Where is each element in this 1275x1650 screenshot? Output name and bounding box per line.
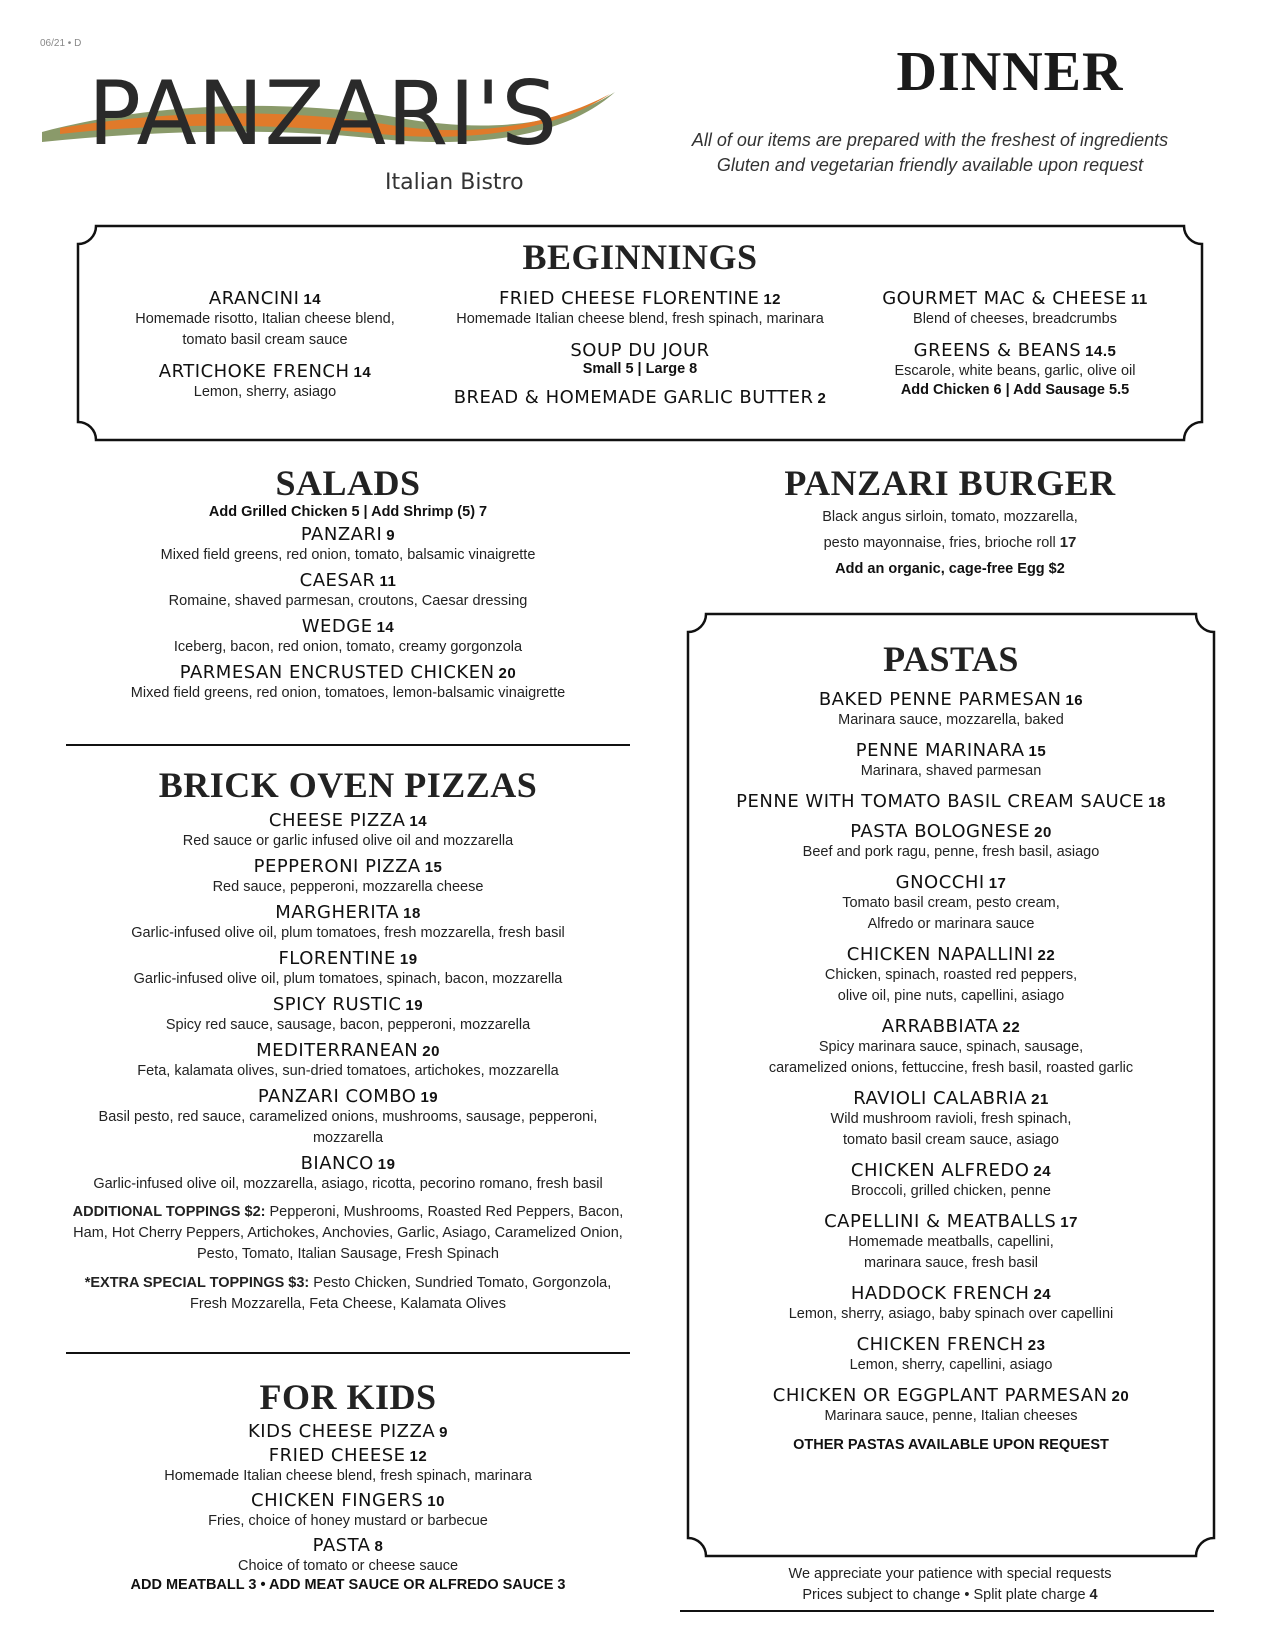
menu-item-name: CHICKEN FINGERS 10 — [251, 1490, 445, 1511]
menu-item — [690, 1211, 1212, 1274]
menu-item — [690, 944, 1212, 1007]
page-title: DINNER — [896, 41, 1124, 103]
menu-item-name: CHICKEN NAPALLINI 22 — [846, 944, 1056, 965]
menu-item-name: KIDS CHEESE PIZZA 9 — [248, 1421, 448, 1442]
menu-item — [66, 902, 630, 944]
menu-item-name: GREENS & BEANS 14.5 — [913, 340, 1117, 361]
kids-addon: ADD MEATBALL 3 • ADD MEAT SAUCE OR ALFREDO SAUCE 3 — [130, 1577, 566, 1593]
menu-item — [66, 1535, 630, 1577]
menu-item — [66, 810, 630, 852]
menu-item-name: CHICKEN FRENCH 23 — [856, 1334, 1046, 1355]
menu-item — [66, 994, 630, 1036]
menu-item-name: MEDITERRANEAN 20 — [256, 1040, 440, 1061]
menu-item — [690, 1088, 1212, 1151]
menu-item-name: SOUP DU JOUR — [570, 340, 710, 361]
menu-item-name: GOURMET MAC & CHEESE 11 — [882, 288, 1148, 309]
menu-item-desc: Garlic-infused olive oil, plum tomatoes, spinach, bacon, mozzarella — [133, 971, 563, 987]
menu-item-desc: Escarole, white beans, garlic, olive oil — [894, 363, 1136, 379]
divider — [66, 1352, 630, 1354]
menu-item — [66, 1040, 630, 1082]
beginnings-col-2 — [430, 288, 850, 408]
logo-wordmark: PANZARI'S — [88, 62, 559, 165]
menu-item-desc: tomato basil cream sauce — [182, 332, 348, 348]
burger-addon: Add an organic, cage-free Egg $2 — [835, 561, 1065, 577]
divider — [66, 744, 630, 746]
menu-item-desc: Broccoli, grilled chicken, penne — [851, 1183, 1051, 1199]
beginnings-title: BEGINNINGS — [522, 237, 758, 277]
menu-item-desc: Blend of cheeses, breadcrumbs — [913, 311, 1117, 327]
menu-item-desc: caramelized onions, fettuccine, fresh basil, roasted garlic — [768, 1060, 1134, 1076]
menu-item-desc: Lemon, sherry, capellini, asiago — [849, 1357, 1053, 1373]
menu-item-desc: Red sauce or garlic infused olive oil and mozzarella — [182, 833, 514, 849]
pizzas-title: BRICK OVEN PIZZAS — [158, 765, 538, 805]
menu-item-name: CAESAR 11 — [299, 570, 397, 591]
menu-item — [66, 524, 630, 566]
menu-item — [690, 872, 1212, 935]
salads-list — [66, 524, 630, 704]
menu-item-name: PANZARI 9 — [300, 524, 396, 545]
menu-item-desc: Beef and pork ragu, penne, fresh basil, asiago — [802, 844, 1100, 860]
menu-item-name: PENNE WITH TOMATO BASIL CREAM SAUCE 18 — [736, 791, 1166, 812]
menu-item-name: WEDGE 14 — [301, 616, 395, 637]
menu-item-name: PASTA 8 — [312, 1535, 384, 1556]
menu-item — [66, 616, 630, 658]
kids-title: FOR KIDS — [259, 1377, 437, 1417]
burger-desc: Black angus sirloin, tomato, mozzarella, — [822, 509, 1078, 525]
menu-item — [66, 1445, 630, 1487]
menu-item-name: CHICKEN OR EGGPLANT PARMESAN 20 — [772, 1385, 1130, 1406]
salads-title: SALADS — [275, 463, 421, 503]
menu-item-desc: Red sauce, pepperoni, mozzarella cheese — [212, 879, 484, 895]
menu-item-desc: Spicy marinara sauce, spinach, sausage, — [818, 1039, 1084, 1055]
footer — [680, 1564, 1220, 1606]
menu-item-desc: Homemade Italian cheese blend, fresh spinach, marinara — [456, 311, 824, 327]
pastas-list — [690, 689, 1212, 1427]
menu-item-name: CAPELLINI & MEATBALLS 17 — [824, 1211, 1078, 1232]
special-toppings-line: Fresh Mozzarella, Feta Cheese, Kalamata Olives — [190, 1296, 506, 1312]
menu-item — [66, 662, 630, 704]
burger-section — [690, 462, 1210, 582]
special-toppings: *EXTRA SPECIAL TOPPINGS $3: Pesto Chicken, Sundried Tomato, Gorgonzola, — [84, 1275, 612, 1291]
menu-item-desc: Iceberg, bacon, red onion, tomato, creamy gorgonzola — [173, 639, 523, 655]
menu-item — [690, 1334, 1212, 1376]
footer-line: We appreciate your patience with special requests — [788, 1566, 1112, 1582]
menu-item — [690, 740, 1212, 782]
menu-item-name: PENNE MARINARA 15 — [855, 740, 1047, 761]
menu-item-desc: Mixed field greens, red onion, tomatoes, lemon-balsamic vinaigrette — [130, 685, 566, 701]
beginnings-col-3 — [850, 288, 1180, 398]
menu-item — [690, 1160, 1212, 1202]
burger-desc: pesto mayonnaise, fries, brioche roll 17 — [823, 534, 1077, 551]
menu-item-desc: Homemade risotto, Italian cheese blend, — [135, 311, 395, 327]
kids-list — [66, 1421, 630, 1577]
menu-item-name: CHICKEN ALFREDO 24 — [850, 1160, 1052, 1181]
pizzas-section — [66, 764, 630, 1315]
menu-item-name: PARMESAN ENCRUSTED CHICKEN 20 — [179, 662, 517, 683]
menu-item-name: BREAD & HOMEMADE GARLIC BUTTER 2 — [453, 387, 827, 408]
menu-item-desc: Basil pesto, red sauce, caramelized onions, mushrooms, sausage, pepperoni, mozzarella — [98, 1109, 598, 1146]
menu-item-desc: Romaine, shaved parmesan, croutons, Caesar dressing — [168, 593, 528, 609]
menu-item-desc: tomato basil cream sauce, asiago — [843, 1132, 1059, 1148]
menu-item-name: HADDOCK FRENCH 24 — [850, 1283, 1052, 1304]
menu-item-name: PASTA BOLOGNESE 20 — [850, 821, 1052, 842]
menu-item-desc: Marinara sauce, mozzarella, baked — [838, 712, 1064, 728]
menu-item-desc: Homemade Italian cheese blend, fresh spinach, marinara — [164, 1468, 532, 1484]
pizzas-list — [66, 810, 630, 1195]
menu-item-desc: Fries, choice of honey mustard or barbecue — [208, 1513, 488, 1529]
kids-section — [66, 1376, 630, 1593]
menu-item-desc: Spicy red sauce, sausage, bacon, pepperoni, mozzarella — [165, 1017, 531, 1033]
pastas-section — [690, 638, 1212, 1453]
menu-item — [66, 856, 630, 898]
menu-item — [66, 1086, 630, 1149]
additional-toppings-line: Ham, Hot Cherry Peppers, Artichokes, Anchovies, Garlic, Asiago, Caramelized Onion, — [73, 1225, 623, 1241]
menu-item-name: RAVIOLI CALABRIA 21 — [853, 1088, 1049, 1109]
beginnings-col-1 — [100, 288, 430, 403]
menu-item — [690, 1016, 1212, 1079]
tagline-1: All of our items are prepared with the freshest of ingredients — [691, 130, 1169, 150]
menu-item-desc: Lemon, sherry, asiago — [193, 384, 337, 400]
salads-section — [66, 462, 630, 704]
menu-item-desc: Wild mushroom ravioli, fresh spinach, — [830, 1111, 1072, 1127]
menu-item-desc: Marinara sauce, penne, Italian cheeses — [824, 1408, 1078, 1424]
salads-addon: Add Grilled Chicken 5 | Add Shrimp (5) 7 — [208, 504, 488, 520]
menu-item-name: FRIED CHEESE 12 — [268, 1445, 428, 1466]
menu-item-name: PANZARI COMBO 19 — [257, 1086, 439, 1107]
menu-item-desc: Homemade meatballs, capellini, — [848, 1234, 1054, 1250]
menu-item-name: FRIED CHEESE FLORENTINE 12 — [498, 288, 782, 309]
menu-item-name: PEPPERONI PIZZA 15 — [253, 856, 443, 877]
menu-item-name: ARANCINI 14 — [208, 288, 322, 309]
menu-item-desc: Chicken, spinach, roasted red peppers, — [824, 967, 1078, 983]
menu-item-name: MARGHERITA 18 — [275, 902, 421, 923]
menu-item-desc: Garlic-infused olive oil, mozzarella, asiago, ricotta, pecorino romano, fresh basil — [93, 1176, 603, 1192]
menu-item-addon: Add Chicken 6 | Add Sausage 5.5 — [900, 382, 1130, 398]
menu-item-name: BAKED PENNE PARMESAN 16 — [818, 689, 1084, 710]
pastas-note: OTHER PASTAS AVAILABLE UPON REQUEST — [793, 1437, 1109, 1453]
menu-item-desc: Marinara, shaved parmesan — [860, 763, 1042, 779]
menu-item-name: GNOCCHI 17 — [895, 872, 1007, 893]
tagline-2: Gluten and vegetarian friendly available upon request — [716, 155, 1144, 175]
menu-item-name: FLORENTINE 19 — [278, 948, 418, 969]
menu-item-desc: Garlic-infused olive oil, plum tomatoes, fresh mozzarella, fresh basil — [131, 925, 565, 941]
menu-item — [690, 689, 1212, 731]
additional-toppings-line: Pesto, Tomato, Italian Sausage, Fresh Spinach — [197, 1246, 499, 1262]
burger-title: PANZARI BURGER — [784, 463, 1116, 503]
menu-item — [66, 1490, 630, 1532]
menu-item-desc: marinara sauce, fresh basil — [863, 1255, 1039, 1271]
menu-item-name: SPICY RUSTIC 19 — [272, 994, 424, 1015]
menu-item-desc: olive oil, pine nuts, capellini, asiago — [837, 988, 1065, 1004]
menu-item — [690, 1385, 1212, 1427]
menu-item-desc: Choice of tomato or cheese sauce — [237, 1558, 459, 1574]
menu-item-sizes: Small 5 | Large 8 — [582, 361, 698, 377]
menu-item — [66, 948, 630, 990]
divider — [680, 1610, 1214, 1612]
menu-item-name: ARRABBIATA 22 — [881, 1016, 1021, 1037]
logo-subtitle: Italian Bistro — [385, 170, 524, 195]
menu-item — [690, 791, 1212, 812]
menu-item-desc: Alfredo or marinara sauce — [867, 916, 1035, 932]
footer-line: Prices subject to change • Split plate charge 4 — [802, 1587, 1098, 1603]
additional-toppings: ADDITIONAL TOPPINGS $2: Pepperoni, Mushrooms, Roasted Red Peppers, Bacon, — [72, 1204, 624, 1220]
menu-item — [66, 1153, 630, 1195]
menu-code: 06/21 • D — [40, 38, 82, 49]
menu-item — [690, 1283, 1212, 1325]
menu-item-desc: Tomato basil cream, pesto cream, — [842, 895, 1060, 911]
pastas-title: PASTAS — [883, 639, 1019, 679]
menu-item — [690, 821, 1212, 863]
menu-item-name: ARTICHOKE FRENCH 14 — [158, 361, 372, 382]
menu-item-desc: Feta, kalamata olives, sun-dried tomatoes, artichokes, mozzarella — [137, 1063, 559, 1079]
menu-item-name: BIANCO 19 — [300, 1153, 396, 1174]
menu-item-name: CHEESE PIZZA 14 — [268, 810, 428, 831]
menu-item — [66, 570, 630, 612]
menu-item — [66, 1421, 630, 1442]
menu-item-desc: Lemon, sherry, asiago, baby spinach over capellini — [788, 1306, 1114, 1322]
menu-item-desc: Mixed field greens, red onion, tomato, balsamic vinaigrette — [160, 547, 536, 563]
